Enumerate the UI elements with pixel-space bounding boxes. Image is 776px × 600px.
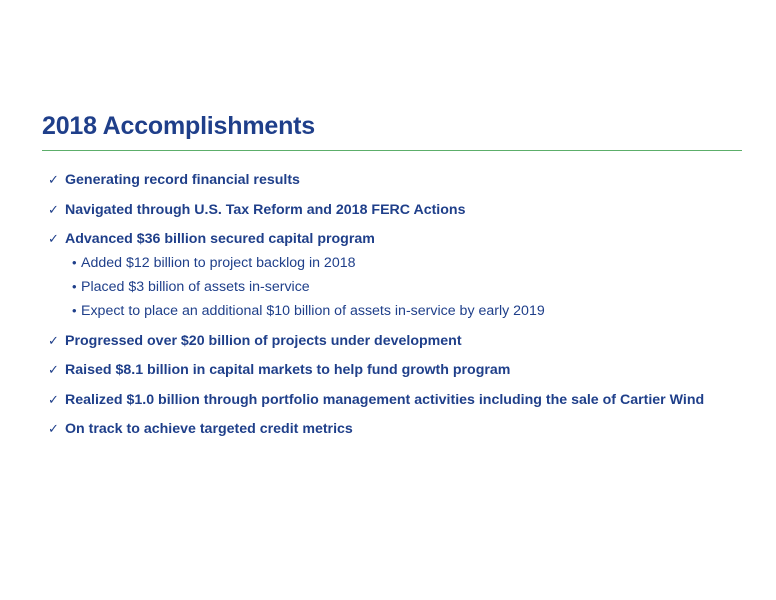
sub-item-text: Added $12 billion to project backlog in 2018 <box>81 254 356 271</box>
page-title: 2018 Accomplishments <box>42 112 315 140</box>
sub-list-item <box>72 251 758 275</box>
list-item-tax-reform <box>48 196 758 226</box>
bullet-dot-icon: • <box>72 302 77 318</box>
list-item-credit-metrics <box>48 415 758 445</box>
check-icon: ✓ <box>48 392 59 408</box>
list-item-text: On track to achieve targeted credit metrics <box>65 421 353 437</box>
list-item-portfolio-management <box>48 386 758 416</box>
sub-list <box>48 251 758 327</box>
list-item-record-results <box>48 166 758 196</box>
bullet-dot-icon: • <box>72 278 77 294</box>
check-icon: ✓ <box>48 202 59 218</box>
title-divider <box>42 150 742 151</box>
sub-list-item <box>72 275 758 299</box>
check-icon: ✓ <box>48 363 59 378</box>
list-item-text: Generating record financial results <box>65 172 300 188</box>
bullet-dot-icon: • <box>72 254 77 270</box>
list-item-text: Realized $1.0 billion through portfolio management activities including the sale of Cartier Wind <box>65 391 705 408</box>
check-icon: ✓ <box>48 422 59 437</box>
check-icon: ✓ <box>48 333 59 349</box>
accomplishment-list <box>48 166 758 445</box>
sub-item-text: Placed $3 billion of assets in-service <box>81 278 310 295</box>
list-item-text: Navigated through U.S. Tax Reform and 2018 FERC Actions <box>65 201 466 218</box>
list-item-capital-markets <box>48 356 758 386</box>
list-item-capital-program <box>48 225 758 327</box>
check-icon: ✓ <box>48 173 59 188</box>
list-item-projects-development <box>48 327 758 357</box>
check-icon: ✓ <box>48 232 59 247</box>
list-item-text: Raised $8.1 billion in capital markets to help fund growth program <box>65 362 511 378</box>
list-item-text: Progressed over $20 billion of projects under development <box>65 332 462 349</box>
list-item-text: Advanced $36 billion secured capital program <box>65 231 375 247</box>
sub-item-text: Expect to place an additional $10 billion of assets in-service by early 2019 <box>81 302 545 319</box>
sub-list-item <box>72 299 758 327</box>
